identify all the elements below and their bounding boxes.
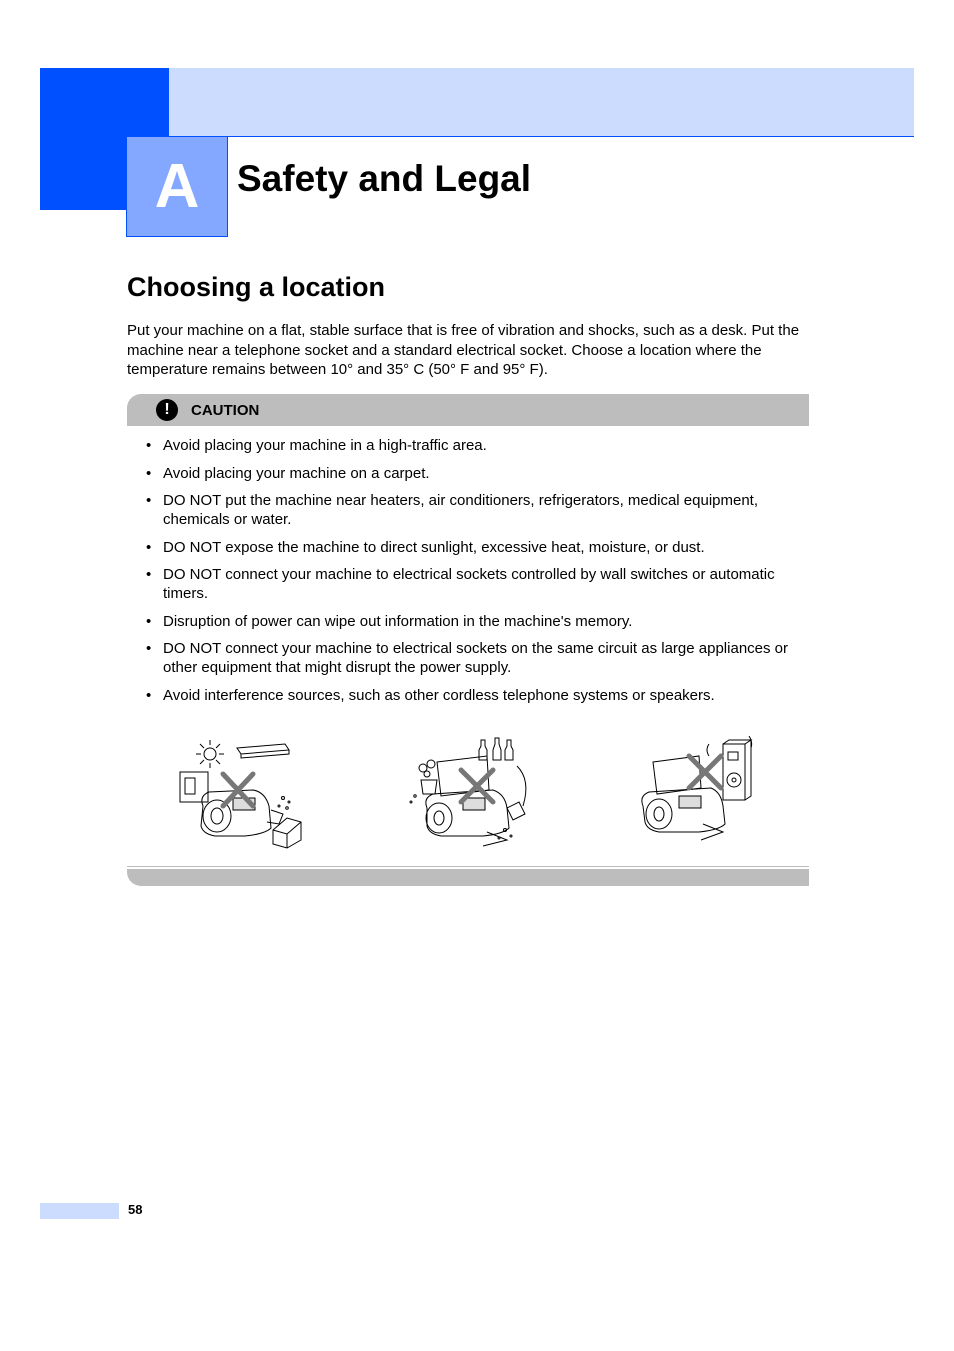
list-item: • Avoid placing your machine on a carpet. — [146, 464, 811, 483]
caution-footer-rule — [127, 866, 809, 867]
caution-header — [127, 394, 809, 426]
fax-near-heater-and-sun-icon — [175, 736, 310, 856]
chapter-letter-box — [126, 136, 228, 237]
section-intro: Put your machine on a flat, stable surface that is free of vibration and shocks, such as a desk. Put the machine near a telephone socket and a standard electrical socket. Choose a location where the temperature remains between 10° and 35° C (50° F and 95° F). — [127, 322, 800, 378]
caution-label: CAUTION — [191, 402, 260, 419]
list-item: • Disruption of power can wipe out information in the machine's memory. — [146, 612, 811, 631]
fax-near-water-and-chemicals-icon — [407, 736, 537, 856]
exclamation-icon: ! — [156, 399, 178, 421]
page-footer-band — [40, 1203, 119, 1219]
caution-footer — [127, 869, 809, 886]
fax-near-speaker-icon — [637, 736, 755, 856]
list-item: • DO NOT connect your machine to electrical sockets on the same circuit as large appliances or other equipment that might disrupt the power supply. — [146, 639, 811, 677]
page-number: 58 — [128, 1202, 143, 1217]
chapter-title: Safety and Legal — [237, 158, 532, 199]
list-item: • Avoid placing your machine in a high-traffic area. — [146, 436, 811, 455]
chapter-header-rule — [227, 136, 914, 137]
list-item: • DO NOT connect your machine to electrical sockets controlled by wall switches or automatic timers. — [146, 565, 811, 603]
list-item: • Avoid interference sources, such as other cordless telephone systems or speakers. — [146, 686, 811, 705]
chapter-letter: A — [154, 151, 200, 221]
section-title: Choosing a location — [127, 272, 386, 302]
list-item: • DO NOT expose the machine to direct sunlight, excessive heat, moisture, or dust. — [146, 538, 811, 557]
chapter-header-band — [169, 68, 914, 136]
caution-list — [146, 436, 811, 713]
list-item: • DO NOT put the machine near heaters, air conditioners, refrigerators, medical equipment, chemicals or water. — [146, 491, 811, 529]
